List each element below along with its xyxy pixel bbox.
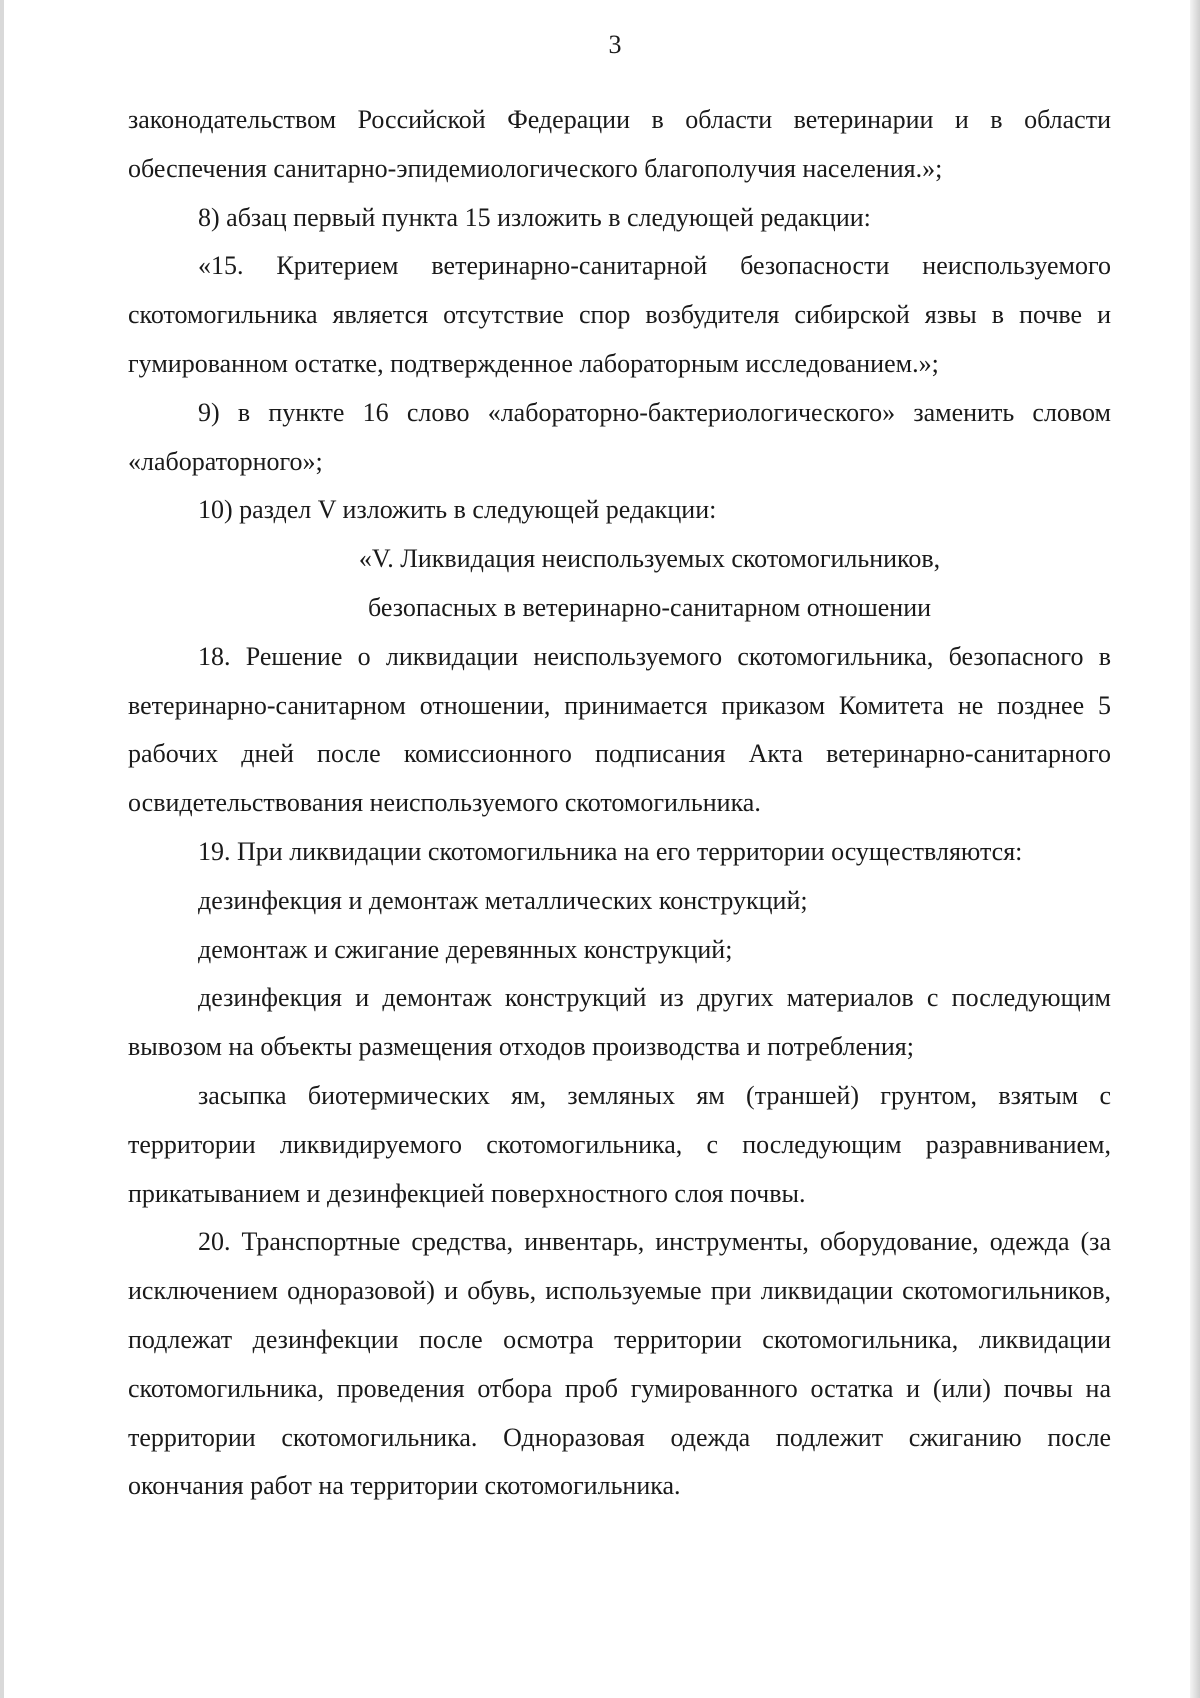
section-heading-line-1: «V. Ликвидация неиспользуемых скотомогильников, [358, 544, 941, 574]
scan-edge-left [0, 0, 4, 1698]
list-item-other-materials: дезинфекция и демонтаж конструкций из других материалов с последующим вывозом на объекты размещения отходов производства и потребления; [128, 983, 1111, 1062]
paragraph-item-10: 10) раздел V изложить в следующей редакции: [198, 495, 717, 525]
page-number: 3 [608, 30, 622, 59]
paragraph-continuation: законодательством Российской Федерации в области ветеринарии и в области обеспечения санитарно-эпидемиологического благополучия населения.»; [128, 105, 1111, 183]
list-item-metal: дезинфекция и демонтаж металлических конструкций; [198, 885, 808, 915]
list-item-wood: демонтаж и сжигание деревянных конструкций; [198, 934, 733, 964]
list-item-backfill: засыпка биотермических ям, земляных ям (траншей) грунтом, взятым с территории ликвидируемого скотомогильника, с последующим разравниванием, прикатыванием и дезинфекцией поверхностного слоя почвы. [128, 1080, 1111, 1208]
paragraph-18: 18. Решение о ликвидации неиспользуемого скотомогильника, безопасного в ветеринарно-санитарном отношении, принимается приказом Комитета не позднее 5 рабочих дней после комиссионного подписания Акта ветеринарно-санитарного освидетельствования неиспользуемого скотомогильника. [128, 641, 1111, 818]
document-body [128, 96, 1111, 1511]
paragraph-quote-15: «15. Критерием ветеринарно-санитарной безопасности неиспользуемого скотомогильника является отсутствие спор возбудителя сибирской язвы в почве и гумированном остатке, подтвержденное лабораторным исследованием.»; [128, 251, 1111, 378]
section-heading-line-2: безопасных в ветеринарно-санитарном отношении [367, 592, 932, 622]
paragraph-19: 19. При ликвидации скотомогильника на его территории осуществляются: [198, 836, 1023, 866]
paragraph-20: 20. Транспортные средства, инвентарь, инструменты, оборудование, одежда (за исключением одноразовой) и обувь, используемые при ликвидации скотомогильников, подлежат дезинфекции после осмотра территории скотомогильника, ликвидации скотомогильника, проведения отбора проб гумированного остатка и (или) почвы на территории скотомогильника. Одноразовая одежда подлежит сжиганию после окончания работ на территории скотомогильника. [128, 1227, 1111, 1501]
paragraph-item-9: 9) в пункте 16 слово «лабораторно-бактериологического» заменить словом «лабораторного»; [128, 397, 1111, 476]
paragraph-item-8: 8) абзац первый пункта 15 изложить в следующей редакции: [198, 202, 871, 232]
scan-edge-right [1190, 0, 1200, 1698]
